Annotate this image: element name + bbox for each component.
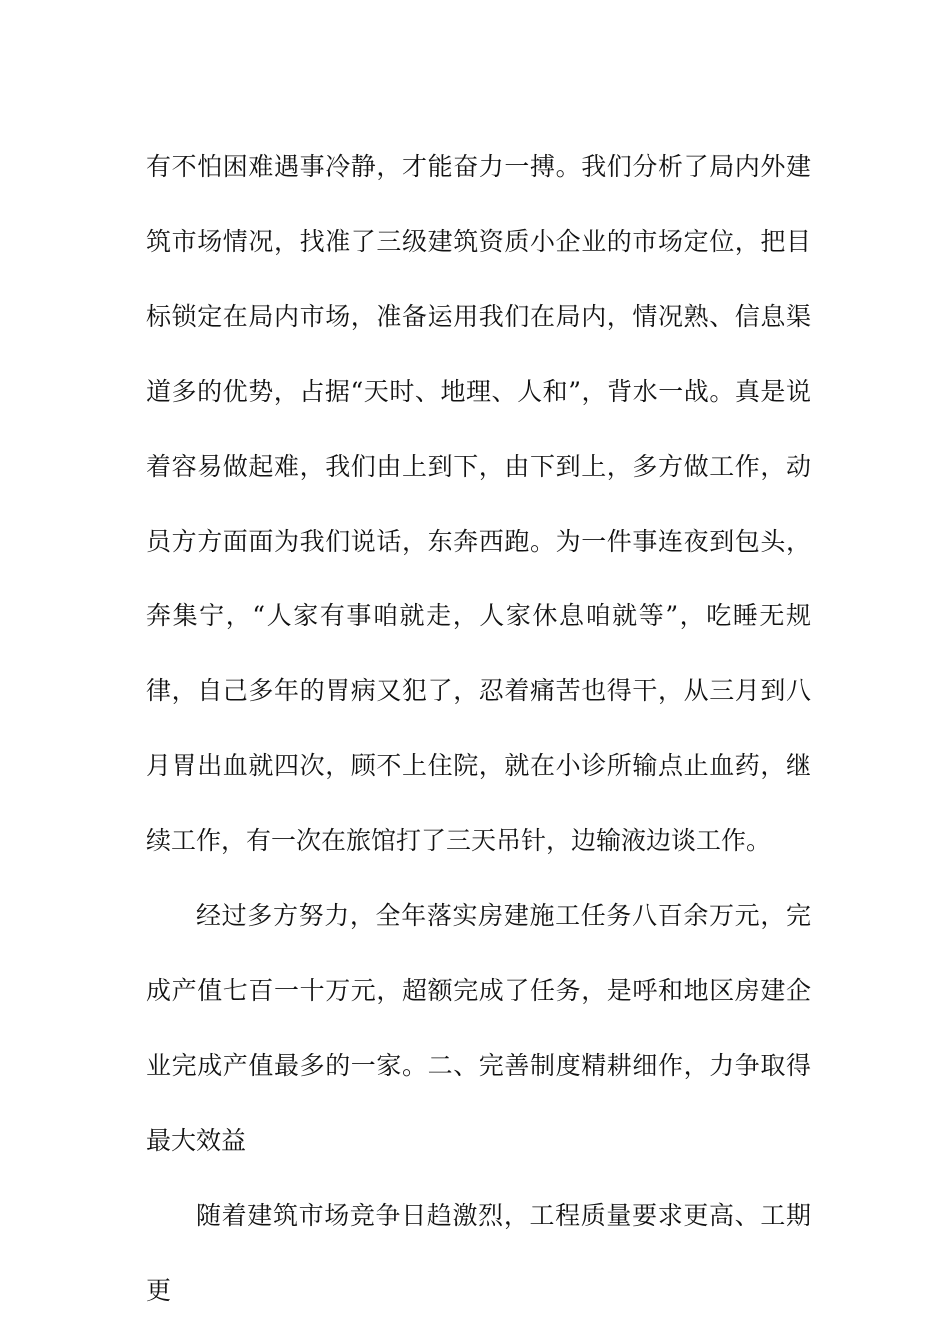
document-body <box>146 130 811 1329</box>
paragraph-1: 有不怕困难遇事冷静，才能奋力一搏。我们分析了局内外建筑市场情况，找准了三级建筑资质小企业的市场定位，把目标锁定在局内市场，准备运用我们在局内，情况熟、信息渠道多的优势，占据“天时、地理、人和”，背水一战。真是说着容易做起难，我们由上到下，由下到上，多方做工作，动员方方面面为我们说话，东奔西跑。为一件事连夜到包头，奔集宁，“人家有事咱就走，人家休息咱就等”，吃睡无规律，自己多年的胃病又犯了，忍着痛苦也得干，从三月到八月胃出血就四次，顾不上住院，就在小诊所输点止血药，继续工作，有一次在旅馆打了三天吊针，边输液边谈工作。 <box>146 152 811 856</box>
paragraph-3: 随着建筑市场竞争日趋激烈，工程质量要求更高、工期更 <box>146 1200 811 1305</box>
paragraph-2: 经过多方努力，全年落实房建施工任务八百余万元，完成产值七百一十万元，超额完成了任务，是呼和地区房建企业完成产值最多的一家。二、完善制度精耕细作，力争取得最大效益 <box>146 901 811 1155</box>
